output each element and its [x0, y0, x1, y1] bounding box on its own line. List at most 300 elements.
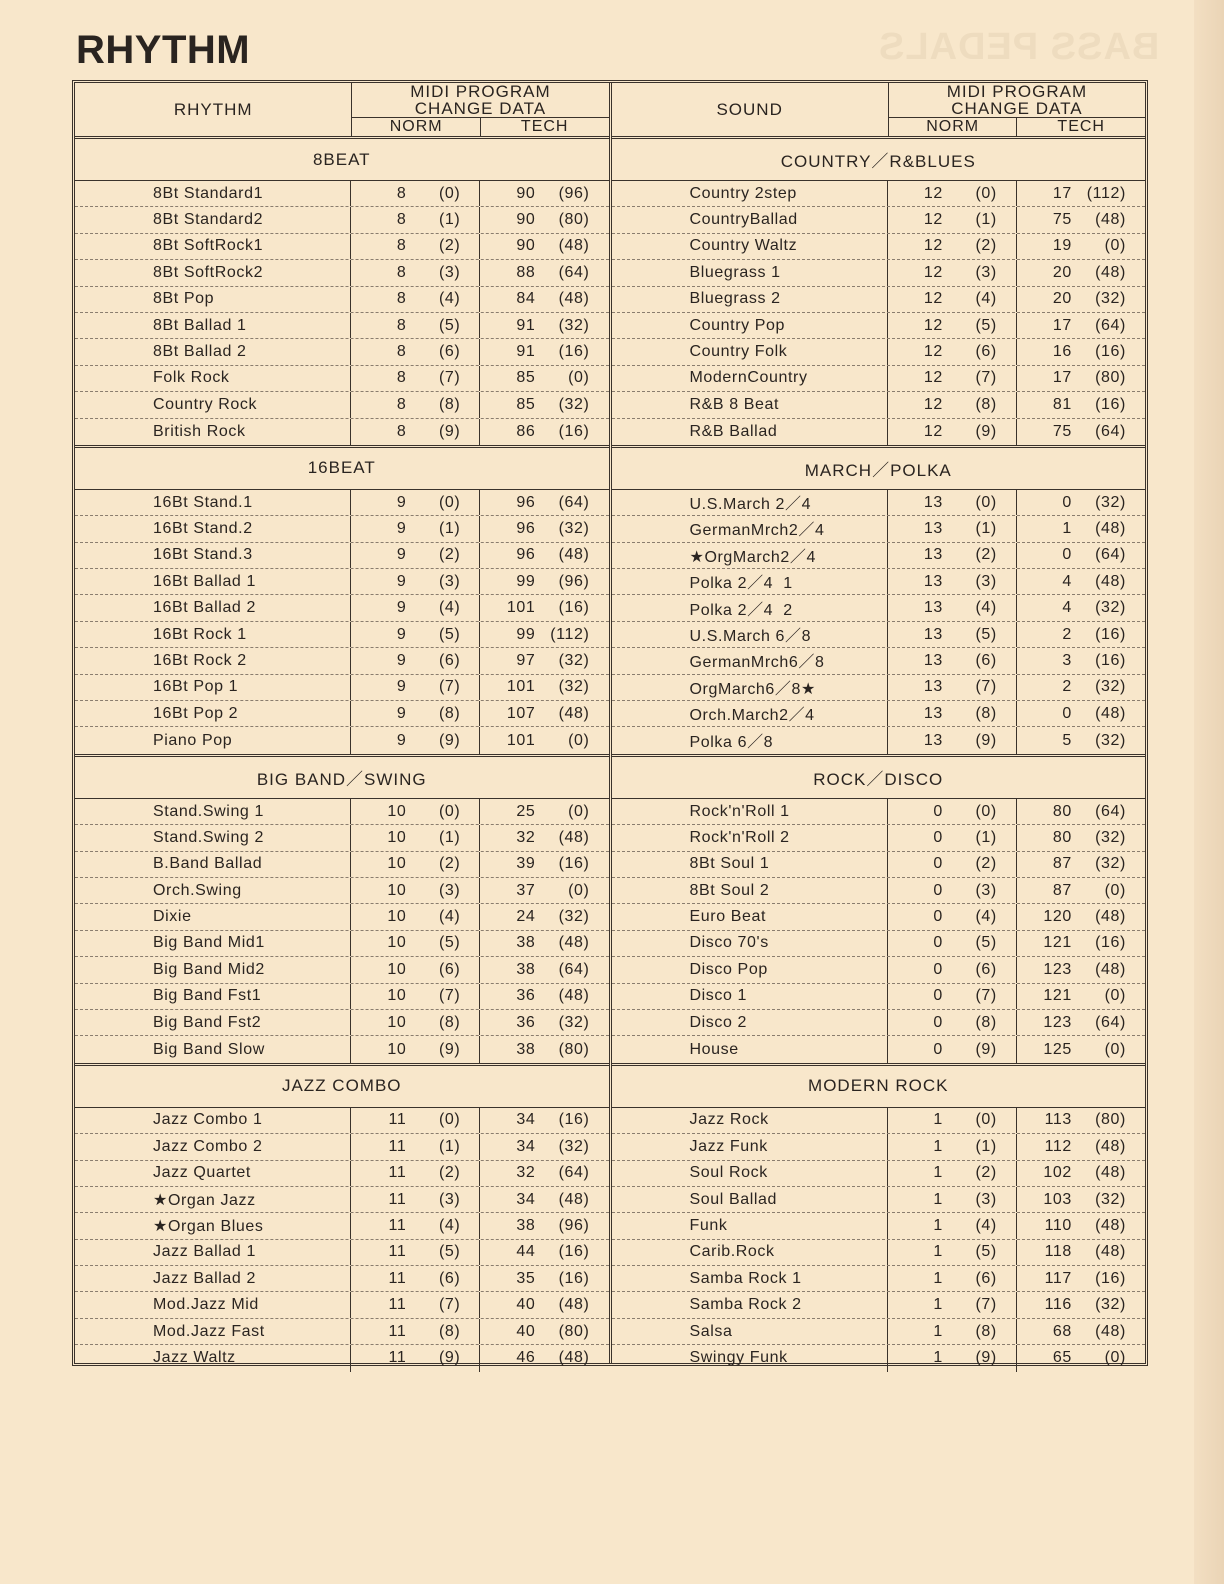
tech-program: 112 — [1044, 1137, 1072, 1155]
norm-bank: (5) — [975, 625, 997, 643]
norm-program: 9 — [396, 678, 407, 696]
table-row — [75, 1345, 609, 1371]
entry-name: GermanMrch6／8 — [612, 648, 888, 673]
entry-name: ★Organ Blues — [75, 1213, 351, 1238]
tech-column-header: TECH — [1016, 118, 1145, 136]
norm-program: 11 — [388, 1111, 407, 1129]
norm-program: 1 — [933, 1296, 943, 1314]
entry-name: British Rock — [75, 419, 351, 445]
tech-cell — [1016, 1134, 1145, 1159]
norm-bank: (0) — [975, 184, 997, 202]
norm-bank: (1) — [438, 1137, 461, 1155]
norm-bank: (2) — [975, 546, 997, 564]
sound-column-header: SOUND — [612, 83, 889, 136]
tech-cell — [479, 1161, 608, 1186]
norm-bank: (9) — [438, 1349, 461, 1367]
norm-cell — [888, 366, 1016, 391]
norm-bank: (8) — [438, 395, 461, 413]
entry-name: Polka 2／4 2 — [612, 595, 888, 620]
entry-name: OrgMarch6／8★ — [612, 675, 888, 700]
norm-program: 13 — [923, 599, 943, 617]
tech-bank: (32) — [558, 1013, 590, 1031]
entry-name: 16Bt Stand.1 — [75, 490, 351, 515]
norm-program: 12 — [923, 290, 943, 308]
norm-bank: (7) — [438, 678, 461, 696]
tech-program: 1 — [1062, 519, 1072, 537]
table-row — [612, 260, 1146, 286]
entry-name: 8Bt SoftRock2 — [75, 260, 351, 285]
tech-cell — [479, 1319, 608, 1344]
norm-cell — [351, 181, 479, 206]
section-title: MARCH／POLKA — [612, 448, 1146, 490]
entry-name: Mod.Jazz Fast — [75, 1319, 351, 1344]
norm-cell — [888, 931, 1016, 956]
norm-bank: (5) — [438, 625, 461, 643]
tech-cell — [1016, 648, 1145, 673]
table-row — [612, 1266, 1146, 1292]
midi-column-header — [889, 83, 1145, 136]
norm-cell — [888, 984, 1016, 1009]
entry-name: Samba Rock 2 — [612, 1292, 888, 1317]
norm-cell — [888, 490, 1016, 515]
midi-subheaders — [889, 118, 1145, 136]
tech-cell — [1016, 727, 1145, 753]
tech-bank: (16) — [1095, 625, 1126, 643]
midi-column-header — [352, 83, 608, 136]
table-row — [612, 207, 1146, 233]
norm-cell — [351, 931, 479, 956]
tech-program: 40 — [516, 1296, 536, 1314]
tech-cell — [1016, 366, 1145, 391]
norm-cell — [888, 852, 1016, 877]
norm-cell — [351, 207, 479, 232]
table-row — [612, 287, 1146, 313]
tech-cell — [479, 1010, 608, 1035]
norm-cell — [888, 727, 1016, 753]
norm-program: 10 — [387, 934, 407, 952]
tech-bank: (64) — [558, 263, 590, 281]
midi-header-line-1: MIDI PROGRAM — [946, 82, 1088, 101]
tech-cell — [479, 260, 608, 285]
table-row — [75, 207, 609, 233]
tech-program: 4 — [1062, 572, 1072, 590]
norm-cell — [351, 1292, 479, 1317]
table-row — [75, 543, 609, 569]
norm-bank: (1) — [975, 1137, 997, 1155]
tech-cell — [1016, 957, 1145, 982]
norm-bank: (5) — [438, 316, 461, 334]
tech-bank: (16) — [1095, 934, 1126, 952]
table-section — [75, 139, 609, 448]
entry-name: Country Rock — [75, 392, 351, 417]
tech-program: 0 — [1062, 546, 1072, 564]
entry-name: ★OrgMarch2／4 — [612, 543, 888, 568]
norm-program: 12 — [923, 184, 943, 202]
tech-cell — [479, 207, 608, 232]
norm-cell — [888, 287, 1016, 312]
tech-program: 35 — [516, 1269, 536, 1287]
table-row — [75, 313, 609, 339]
norm-cell — [351, 1161, 479, 1186]
norm-cell — [351, 852, 479, 877]
table-row — [75, 648, 609, 674]
tech-cell — [1016, 1010, 1145, 1035]
table-section — [612, 448, 1146, 757]
norm-bank: (3) — [438, 263, 461, 281]
tech-program: 75 — [1052, 211, 1072, 229]
norm-program: 12 — [923, 237, 943, 255]
tech-program: 3 — [1062, 651, 1072, 669]
norm-program: 1 — [933, 1349, 943, 1367]
rhythm-column-header: RHYTHM — [75, 83, 352, 136]
tech-program: 86 — [516, 422, 536, 440]
norm-program: 13 — [923, 704, 943, 722]
entry-name: 16Bt Pop 1 — [75, 675, 351, 700]
tech-program: 38 — [516, 934, 536, 952]
norm-program: 8 — [396, 422, 407, 440]
norm-program: 13 — [923, 519, 943, 537]
norm-program: 8 — [396, 184, 407, 202]
norm-bank: (1) — [438, 519, 461, 537]
entry-name: Piano Pop — [75, 727, 351, 753]
table-row — [612, 701, 1146, 727]
norm-bank: (8) — [975, 395, 997, 413]
tech-bank: (48) — [558, 290, 590, 308]
entry-name: Salsa — [612, 1319, 888, 1344]
tech-cell — [479, 1108, 608, 1133]
norm-bank: (5) — [438, 934, 461, 952]
norm-program: 10 — [387, 828, 407, 846]
table-row — [75, 622, 609, 648]
norm-bank: (8) — [438, 1322, 461, 1340]
norm-cell — [888, 339, 1016, 364]
entry-name: U.S.March 6／8 — [612, 622, 888, 647]
tech-bank: (48) — [558, 828, 590, 846]
norm-column-header: NORM — [926, 118, 980, 135]
norm-bank: (9) — [438, 731, 461, 749]
norm-bank: (7) — [438, 987, 461, 1005]
entry-name: Samba Rock 1 — [612, 1266, 888, 1291]
tech-column-header: TECH — [480, 118, 609, 136]
tech-program: 0 — [1062, 704, 1072, 722]
entry-name: Disco 1 — [612, 984, 888, 1009]
tech-program: 17 — [1052, 184, 1072, 202]
norm-bank: (0) — [438, 184, 461, 202]
norm-cell — [888, 957, 1016, 982]
norm-cell — [888, 648, 1016, 673]
norm-cell — [351, 825, 479, 850]
tech-cell — [1016, 984, 1145, 1009]
tech-bank: (16) — [558, 343, 590, 361]
norm-bank: (2) — [438, 855, 461, 873]
midi-header-title — [889, 83, 1145, 118]
norm-program: 11 — [388, 1296, 407, 1314]
tech-cell — [1016, 1161, 1145, 1186]
entry-name: 8Bt Ballad 1 — [75, 313, 351, 338]
norm-program: 10 — [387, 987, 407, 1005]
tech-program: 101 — [506, 731, 536, 749]
entry-name: Disco 2 — [612, 1010, 888, 1035]
entry-name: Swingy Funk — [612, 1345, 888, 1371]
section-title: COUNTRY／R&BLUES — [612, 139, 1146, 181]
tech-cell — [479, 799, 608, 824]
tech-bank: (64) — [1095, 316, 1126, 334]
norm-cell — [888, 878, 1016, 903]
norm-cell — [888, 569, 1016, 594]
entry-name: ModernCountry — [612, 366, 888, 391]
table-row — [75, 1010, 609, 1036]
entry-name: Orch.Swing — [75, 878, 351, 903]
page-edge — [1194, 0, 1224, 1584]
table-row — [612, 339, 1146, 365]
tech-cell — [479, 1134, 608, 1159]
norm-cell — [888, 1036, 1016, 1062]
entry-name: Polka 6／8 — [612, 727, 888, 753]
norm-cell — [888, 234, 1016, 259]
norm-bank: (3) — [975, 1190, 997, 1208]
table-row — [612, 1292, 1146, 1318]
entry-name: Dixie — [75, 904, 351, 929]
norm-cell — [888, 1345, 1016, 1371]
tech-bank: (64) — [558, 960, 590, 978]
norm-program: 9 — [396, 599, 407, 617]
tech-cell — [1016, 622, 1145, 647]
norm-program: 0 — [933, 828, 943, 846]
norm-cell — [351, 1266, 479, 1291]
norm-cell — [351, 1213, 479, 1238]
tech-bank: (32) — [558, 519, 590, 537]
norm-bank: (2) — [438, 1164, 461, 1182]
norm-cell — [351, 727, 479, 753]
norm-cell — [888, 207, 1016, 232]
entry-name: 8Bt Standard2 — [75, 207, 351, 232]
tech-program: 2 — [1062, 625, 1072, 643]
norm-cell — [351, 569, 479, 594]
tech-program: 38 — [516, 960, 536, 978]
tech-cell — [1016, 392, 1145, 417]
tech-cell — [479, 957, 608, 982]
tech-bank: (48) — [558, 1190, 590, 1208]
norm-program: 1 — [933, 1243, 943, 1261]
tech-bank: (48) — [558, 934, 590, 952]
norm-bank: (6) — [438, 1269, 461, 1287]
tech-bank: (48) — [1095, 704, 1126, 722]
tech-program: 16 — [1052, 343, 1072, 361]
tech-bank: (48) — [1095, 572, 1126, 590]
tech-program: 97 — [516, 651, 536, 669]
entry-name: Big Band Fst2 — [75, 1010, 351, 1035]
norm-cell — [351, 1108, 479, 1133]
tech-program: 101 — [506, 599, 536, 617]
norm-program: 9 — [396, 704, 407, 722]
entry-name: Folk Rock — [75, 366, 351, 391]
tech-program: 36 — [516, 987, 536, 1005]
norm-bank: (2) — [438, 546, 461, 564]
norm-program: 1 — [933, 1137, 943, 1155]
norm-program: 8 — [396, 290, 407, 308]
table-header — [612, 83, 1146, 139]
norm-bank: (7) — [975, 987, 997, 1005]
entry-name: Bluegrass 2 — [612, 287, 888, 312]
norm-cell — [351, 260, 479, 285]
table-row — [75, 287, 609, 313]
tech-cell — [1016, 1292, 1145, 1317]
tech-program: 120 — [1043, 908, 1072, 926]
tech-cell — [479, 543, 608, 568]
tech-cell — [479, 569, 608, 594]
tech-bank: (32) — [1095, 678, 1126, 696]
tech-program: 113 — [1044, 1111, 1072, 1129]
tech-bank: (48) — [558, 237, 590, 255]
entry-name: Euro Beat — [612, 904, 888, 929]
norm-program: 13 — [923, 678, 943, 696]
table-row — [612, 648, 1146, 674]
norm-bank: (4) — [438, 290, 461, 308]
table-row — [612, 1108, 1146, 1134]
table-row — [75, 904, 609, 930]
tech-program: 85 — [516, 395, 536, 413]
norm-program: 9 — [396, 546, 407, 564]
norm-cell — [351, 1319, 479, 1344]
tech-cell — [479, 419, 608, 445]
table-row — [612, 1161, 1146, 1187]
norm-program: 1 — [933, 1190, 943, 1208]
norm-cell — [351, 1134, 479, 1159]
tech-bank: (48) — [1095, 1164, 1126, 1182]
norm-cell — [351, 622, 479, 647]
tech-cell — [1016, 207, 1145, 232]
norm-program: 11 — [388, 1349, 407, 1367]
tech-program: 25 — [516, 802, 536, 820]
table-row — [75, 339, 609, 365]
table-row — [75, 878, 609, 904]
tech-program: 44 — [516, 1243, 536, 1261]
tech-cell — [479, 1345, 608, 1371]
tech-bank: (80) — [558, 1040, 590, 1058]
norm-program: 13 — [923, 546, 943, 564]
tech-cell — [1016, 234, 1145, 259]
tech-program: 40 — [516, 1322, 536, 1340]
table-section — [612, 1066, 1146, 1372]
tech-bank: (0) — [568, 881, 590, 899]
norm-program: 0 — [933, 908, 943, 926]
norm-cell — [888, 516, 1016, 541]
tech-cell — [1016, 595, 1145, 620]
tech-cell — [1016, 675, 1145, 700]
table-row — [612, 1134, 1146, 1160]
table-row — [612, 622, 1146, 648]
tech-cell — [1016, 1266, 1145, 1291]
tech-bank: (64) — [558, 1164, 590, 1182]
norm-bank: (9) — [438, 422, 461, 440]
norm-program: 8 — [396, 369, 407, 387]
tech-bank: (48) — [1095, 1216, 1126, 1234]
norm-bank: (1) — [975, 519, 997, 537]
norm-bank: (8) — [975, 704, 997, 722]
rhythm-tables — [72, 80, 1148, 1366]
entry-name: Orch.March2／4 — [612, 701, 888, 726]
entry-name: Jazz Quartet — [75, 1161, 351, 1186]
tech-bank: (0) — [568, 802, 590, 820]
tech-program: 5 — [1062, 731, 1072, 749]
entry-name: Bluegrass 1 — [612, 260, 888, 285]
tech-program: 2 — [1062, 678, 1072, 696]
norm-program: 12 — [923, 343, 943, 361]
norm-program: 11 — [388, 1190, 407, 1208]
table-row — [612, 1213, 1146, 1239]
norm-program: 12 — [923, 316, 943, 334]
tech-cell — [479, 339, 608, 364]
tech-bank: (0) — [1104, 237, 1126, 255]
norm-cell — [351, 595, 479, 620]
tech-cell — [479, 234, 608, 259]
norm-bank: (7) — [438, 1296, 461, 1314]
tech-program: 118 — [1044, 1243, 1072, 1261]
norm-bank: (9) — [975, 1349, 997, 1367]
norm-bank: (1) — [975, 828, 997, 846]
entry-name: 8Bt Pop — [75, 287, 351, 312]
tech-bank: (48) — [558, 987, 590, 1005]
norm-cell — [351, 1345, 479, 1371]
norm-cell — [351, 1036, 479, 1062]
norm-program: 12 — [923, 395, 943, 413]
table-row — [75, 727, 609, 753]
tech-program: 81 — [1052, 395, 1072, 413]
norm-program: 10 — [387, 881, 407, 899]
norm-bank: (3) — [975, 572, 997, 590]
norm-program: 13 — [923, 731, 943, 749]
entry-name: Country Pop — [612, 313, 888, 338]
table-row — [612, 957, 1146, 983]
norm-cell — [351, 543, 479, 568]
table-row — [75, 595, 609, 621]
norm-program: 0 — [933, 987, 943, 1005]
entry-name: Jazz Ballad 1 — [75, 1240, 351, 1265]
table-row — [75, 984, 609, 1010]
tech-bank: (112) — [1086, 184, 1126, 202]
norm-bank: (7) — [975, 369, 997, 387]
tech-bank: (32) — [1095, 828, 1126, 846]
entry-name: 8Bt Soul 2 — [612, 878, 888, 903]
norm-cell — [351, 392, 479, 417]
tech-bank: (48) — [1095, 1322, 1126, 1340]
tech-cell — [479, 622, 608, 647]
tech-program: 75 — [1052, 422, 1072, 440]
norm-cell — [888, 1213, 1016, 1238]
norm-program: 13 — [923, 493, 943, 511]
entry-name: 16Bt Stand.2 — [75, 516, 351, 541]
tech-program: 34 — [516, 1137, 536, 1155]
norm-cell — [888, 595, 1016, 620]
norm-cell — [351, 984, 479, 1009]
tech-bank: (16) — [558, 1111, 590, 1129]
table-row — [75, 569, 609, 595]
norm-bank: (8) — [975, 1013, 997, 1031]
table-row — [75, 419, 609, 445]
entry-name: Rock'n'Roll 1 — [612, 799, 888, 824]
tech-bank: (32) — [558, 1137, 590, 1155]
entry-name: Soul Ballad — [612, 1187, 888, 1212]
entry-name: 16Bt Pop 2 — [75, 701, 351, 726]
norm-bank: (0) — [438, 493, 461, 511]
table-section — [75, 448, 609, 757]
tech-cell — [1016, 1036, 1145, 1062]
tech-bank: (96) — [558, 184, 590, 202]
entry-name: Big Band Slow — [75, 1036, 351, 1062]
norm-program: 12 — [923, 263, 943, 281]
table-body — [75, 139, 609, 1372]
table-row — [612, 1187, 1146, 1213]
